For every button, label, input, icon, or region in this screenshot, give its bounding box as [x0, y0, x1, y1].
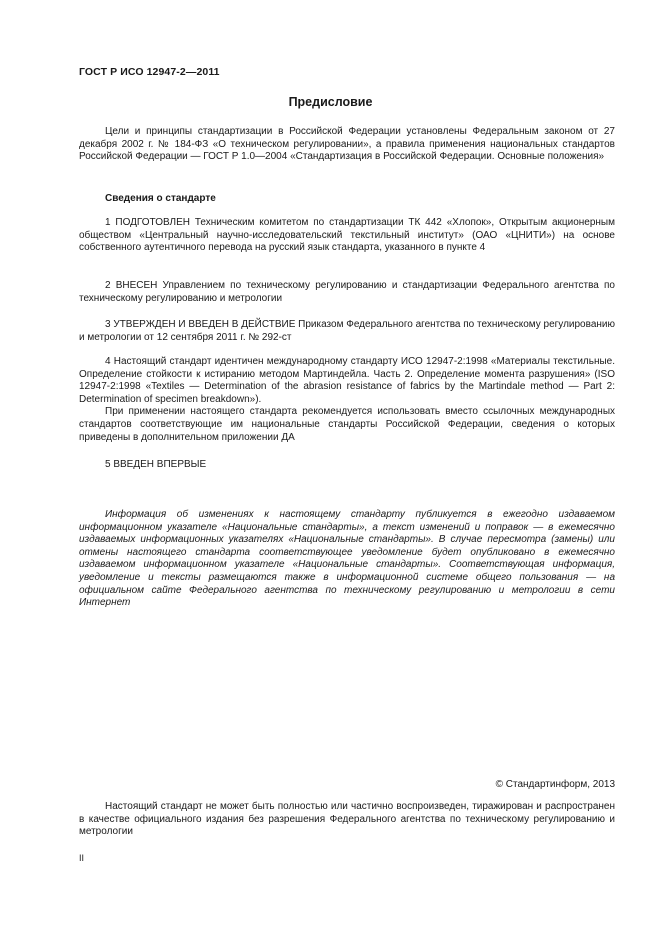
item-5-block — [79, 459, 615, 472]
item-1-paragraph: 1 ПОДГОТОВЛЕН Техническим комитетом по стандартизации ТК 442 «Хлопок», Открытым акционерным обществом «Центральный научно-исследовательский текстильный институт» (ОАО «ЦНИТИ») на основе собственного аутентичного перевода на русский язык стандарта, указанного в пункте 4 — [79, 217, 615, 254]
reproduction-paragraph: Настоящий стандарт не может быть полностью или частично воспроизведен, тиражирован и распространен в качестве официального издания без разрешения Федерального агентства по техническому регулированию и метрологии — [79, 801, 615, 838]
standard-info-heading: Сведения о стандарте — [105, 193, 216, 204]
subheading-block — [79, 193, 615, 206]
item-3-block — [79, 319, 615, 344]
reproduction-block — [79, 801, 615, 839]
notice-block — [79, 509, 615, 610]
intro-block — [79, 126, 615, 164]
intro-paragraph: Цели и принципы стандартизации в Российской Федерации установлены Федеральным законом от 27 декабря 2002 г. № 184-ФЗ «О техническом регулировании», а правила применения национальных стандартов Российской Федерации — ГОСТ Р 1.0—2004 «Стандартизация в Российской Федерации. Основные положения» — [79, 126, 615, 163]
item-1-block — [79, 217, 615, 255]
item-5-paragraph: 5 ВВЕДЕН ВПЕРВЫЕ — [105, 459, 207, 470]
item-4-paragraph: 4 Настоящий стандарт идентичен международному стандарту ИСО 12947-2:1998 «Материалы текстильные. Определение стойкости к истиранию методом Мартиндейла. Часть 2. Определение момента разрушения» (ISO 12947-2:1998 «Textiles — Determination of the abrasion resistance of fabrics by the Martindale method — Part 2: Determination of specimen breakdown»). — [79, 356, 615, 405]
copyright-line: © Стандартинформ, 2013 — [495, 779, 615, 790]
item-2-paragraph: 2 ВНЕСЕН Управлением по техническому регулированию и стандартизации Федерального агентства по техническому регулированию и метрологии — [79, 280, 615, 304]
page-title: Предисловие — [288, 95, 373, 109]
item-2-block — [79, 280, 615, 305]
item-4-note-paragraph: При применении настоящего стандарта рекомендуется использовать вместо ссылочных международных стандартов соответствующие им национальные стандарты Российской Федерации, сведения о которых приведены в дополнительном приложении ДА — [79, 406, 615, 443]
item-4-block — [79, 356, 615, 444]
notice-paragraph: Информация об изменениях к настоящему стандарту публикуется в ежегодно издаваемом информационном указателе «Национальные стандарты», а текст изменений и поправок — в ежемесячно издаваемых информационных указателях «Национальные стандарты». В случае пересмотра (замены) или отмены настоящего стандарта соответствующее уведомление будет опубликовано в ежемесячно издаваемом информационном указателе «Национальные стандарты». Соответствующая информация, уведомление и тексты размещаются также в информационной системе общего пользования — на официальном сайте Федерального агентства по техническому регулированию и метрологии в сети Интернет — [79, 509, 615, 609]
item-3-paragraph: 3 УТВЕРЖДЕН И ВВЕДЕН В ДЕЙСТВИЕ Приказом Федерального агентства по техническому регулированию и метрологии от 12 сентября 2011 г. № 292-ст — [79, 319, 615, 343]
page-number: II — [79, 853, 85, 863]
document-code: ГОСТ Р ИСО 12947-2—2011 — [79, 66, 220, 78]
